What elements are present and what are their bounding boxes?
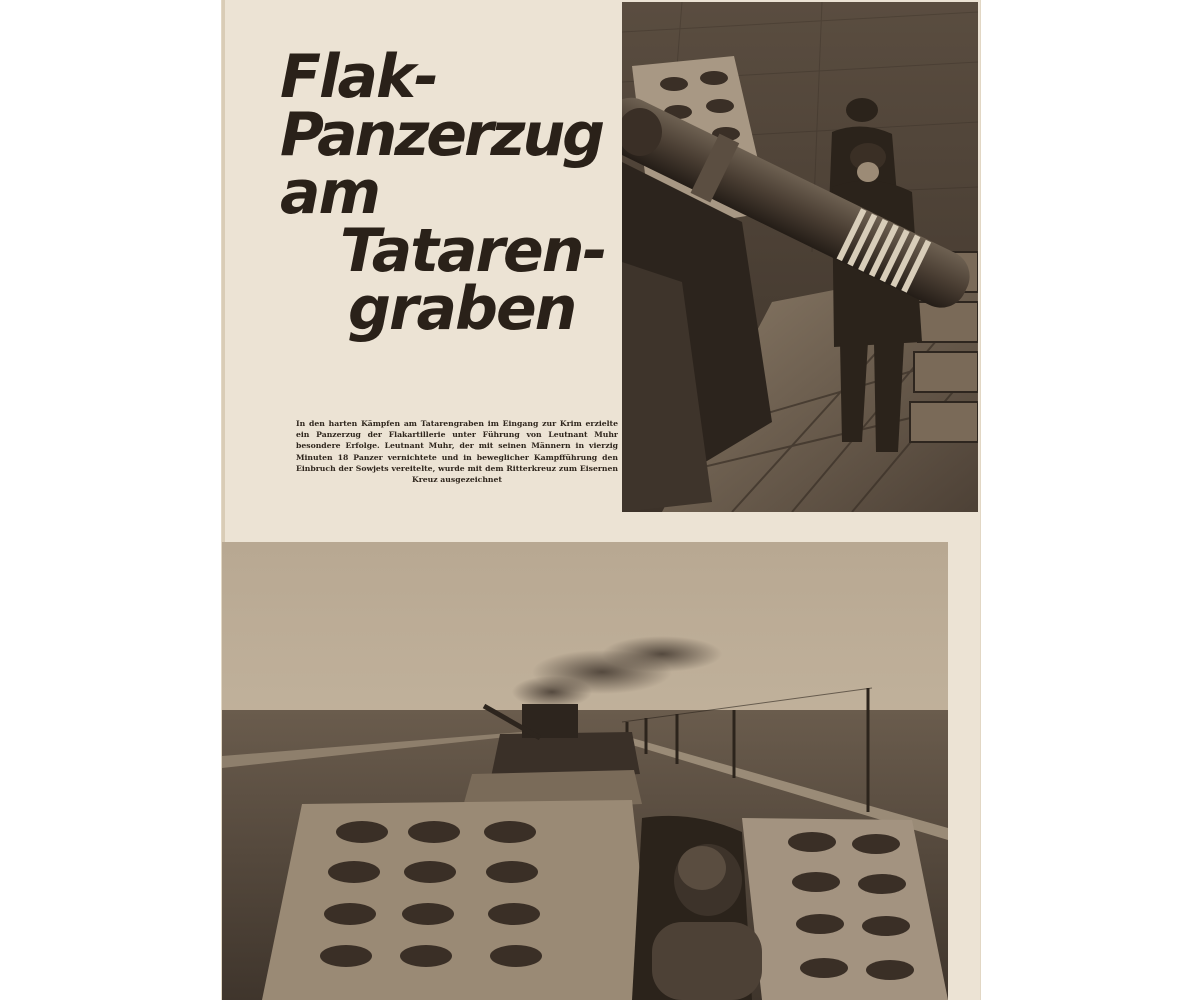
photo-armored-train — [222, 542, 948, 1000]
headline-line-2: Panzerzug — [280, 100, 603, 170]
magazine-page — [222, 0, 980, 1000]
photo-soldiers-illustration — [622, 2, 978, 512]
headline-line-4: Tataren- — [340, 216, 606, 286]
photo-train-illustration — [222, 542, 948, 1000]
headline-line-1: Flak- — [280, 42, 437, 112]
headline-line-3: am — [280, 158, 380, 228]
article-headline — [280, 42, 620, 344]
article-caption: In den harten Kämpfen am Tatarengraben im Eingang zur Krim erzielte ein Panzerzug der Flakartillerie unter Führung von Leutnant Muhr besondere Erfolge. Leutnant Muhr, der mit seinen Männern in vierzig Minuten 18 Panzer vernichtete und in beweglicher Kampfführung den Einbruch der Sowjets vereitelte, wurde mit dem Ritterkreuz zum Eisernen Kreuz ausgezeichnet — [296, 419, 618, 485]
headline-line-5: graben — [348, 274, 576, 344]
photo-soldiers-flak-gun — [622, 2, 978, 512]
